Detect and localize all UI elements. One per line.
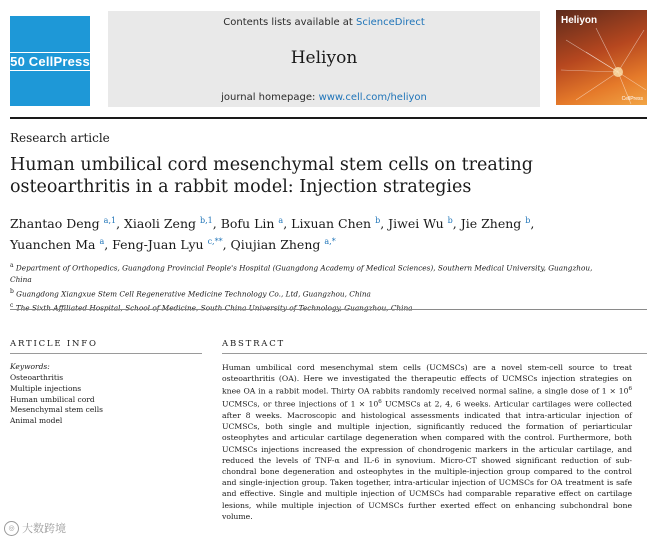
author[interactable]: Zhantao Deng $^{a,1}$ — [10, 216, 117, 232]
article-title: Human umbilical cord mesenchymal stem cells on treating osteoarthritis in a rabbit model: Injection strategies — [10, 155, 533, 197]
article-type: Research article — [10, 131, 110, 145]
header-divider — [10, 117, 647, 119]
watermark-logo-icon: ◎ — [4, 521, 19, 536]
abstract-heading: ABSTRACT — [222, 339, 285, 349]
affiliation: $^b$ Guangdong Xiangxue Stem Cell Regenerative Medicine Technology Co., Ltd, Guangzhou, China — [10, 288, 371, 299]
keyword[interactable]: Mesenchymal stem cells — [10, 405, 103, 415]
cellpress-logo[interactable] — [10, 16, 90, 106]
journal-cover-thumbnail[interactable] — [556, 10, 647, 105]
cover-publisher: CellPress — [621, 96, 643, 102]
cellpress-logo-text: 50 CellPress — [6, 52, 94, 71]
homepage-prefix: journal homepage: — [221, 92, 319, 103]
contents-prefix: Contents lists available at — [223, 17, 357, 28]
author[interactable]: Qiujian Zheng $^{a,*}$ — [230, 237, 336, 253]
watermark-text: 大数跨境 — [22, 522, 66, 535]
keyword[interactable]: Animal model — [10, 416, 63, 426]
keyword[interactable]: Human umbilical cord — [10, 394, 95, 404]
affiliation: c — [10, 302, 14, 310]
author[interactable]: Yuanchen Ma $^a$ — [10, 237, 105, 253]
abstract-body: Human umbilical cord mesenchymal stem cells (UCMSCs) are a novel stem-cell source to treat osteoarthritis (OA). Here we investigated the therapeutic effects of UCMSCs injection strategies on knee OA in a rabbit model. Thirty OA rabbits randomly received normal saline, a single dose of $1 \times 10^6$ UCMSCs, or three injections of $1 \times 10^6$ UCMSCs at 2, 4, 6 weeks. Articular cartilages were collected after 8 weeks. Macroscopic and histological assessments indicated that intra-articular injection of UCMSCs, both single and multiple injection, significantly reduced the formation of periarticular osteophytes and articular cartilage degeneration when compared with the control. Furthermore, both UCMSCs injections increased the expression of chondrogenic markers in the articular cartilage, and reduced the levels of TNF-α and IL-6 in synovium. Micro-CT showed significant reduction of sub-chondral bone degeneration and osteophytes in the multiple-injection group compared to the control and single-injection group. Taken together, intra-articular injection of UCMSCs for OA treatment is safe and effective. Single and multiple injection of UCMSCs had comparable reparative effect on cartilage lesions, while multiple injection of UCMSCs further exerted effect on enhancing subchondral bone volume. — [222, 363, 632, 521]
affiliation: $^a$ Department of Orthopedics, Guangdong Provincial People's Hospital (Guangdong Academy of Medical Sciences), Southern Medical University, Guangzhou, China — [10, 262, 593, 285]
sciencedirect-link[interactable]: ScienceDirect — [356, 17, 425, 28]
author[interactable]: Lixuan Chen $^b$ — [291, 216, 381, 232]
contents-line — [108, 17, 540, 28]
affiliations — [10, 260, 610, 314]
keywords-label: Keywords: — [10, 362, 50, 371]
author[interactable]: Jie Zheng $^b$ — [460, 216, 531, 232]
watermark — [4, 520, 66, 536]
author[interactable]: Bofu Lin $^a$ — [220, 216, 284, 232]
article-info-rule — [10, 353, 202, 354]
author-list: Zhantao Deng $^{a,1}$, Xiaoli Zeng $^{b,1}$, Bofu Lin $^a$, Lixuan Chen $^b$, Jiwei Wu $^b$, Jie Zheng $^b$, Yuanchen Ma $^a$, Feng-Juan Lyu $^{c,**}$, Qiujian Zheng $^{a,*}$ — [10, 216, 535, 253]
keyword[interactable]: Osteoarthritis — [10, 373, 64, 382]
abstract-rule — [222, 353, 647, 354]
journal-name[interactable]: Heliyon — [290, 48, 358, 68]
author[interactable]: Jiwei Wu $^b$ — [388, 216, 453, 232]
homepage-link[interactable]: www.cell.com/heliyon — [318, 92, 427, 103]
keyword[interactable]: Multiple injections — [10, 383, 82, 393]
affiliations-divider — [10, 309, 647, 310]
cover-title: Heliyon — [561, 15, 598, 26]
homepage-line — [108, 92, 540, 103]
article-info-heading: ARTICLE INFO — [10, 339, 98, 349]
keywords-list — [10, 373, 103, 427]
author[interactable]: Xiaoli Zeng $^{b,1}$ — [124, 216, 213, 232]
author[interactable]: Feng-Juan Lyu $^{c,**}$ — [112, 237, 223, 253]
